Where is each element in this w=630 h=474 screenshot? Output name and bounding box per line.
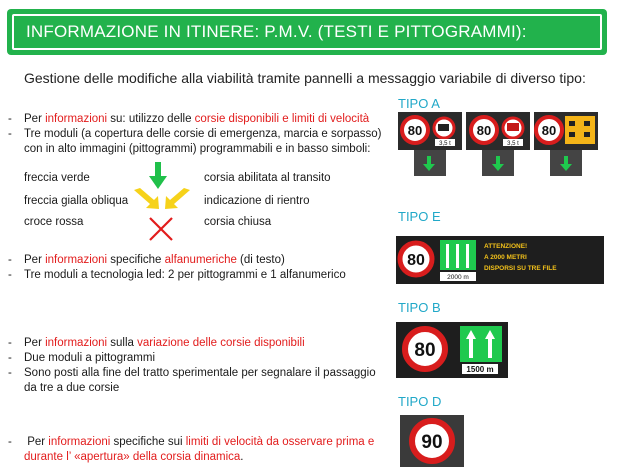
green-arrow-down-icon xyxy=(148,162,168,190)
tipo-a-module-2 xyxy=(466,112,530,176)
section-e-text xyxy=(8,253,346,283)
section-e-line-1: - Per informazioni specifiche alfanumeriche (di testo) xyxy=(8,254,285,266)
vms-text-line-2: A 2000 METRI xyxy=(484,254,527,261)
speed-limit-value: 80 xyxy=(407,252,425,269)
section-a-line-3: con in alto immagini (pittogrammi) programmabili e in basso simboli: xyxy=(24,143,371,155)
yellow-oblique-arrows-icon xyxy=(132,188,192,212)
section-b-line-3: - Sono posti alla fine del tratto sperimentale per segnalare il passaggio xyxy=(8,367,376,379)
red-cross-icon xyxy=(148,216,174,242)
speed-limit-value: 80 xyxy=(476,123,492,138)
title-bar xyxy=(7,9,607,55)
subtitle: Gestione delle modifiche alla viabilità tramite pannelli a messaggio variabile di diverso tipo: xyxy=(24,70,586,86)
section-b-text xyxy=(8,336,376,396)
vms-text-line-1: ATTENZIONE! xyxy=(484,243,528,250)
tipo-b-sign xyxy=(396,322,508,378)
section-d-line-2: durante l’ «apertura» della corsia dinamica. xyxy=(24,451,244,463)
legend-green-arrow-label: freccia verde xyxy=(24,172,90,184)
section-b-line-1: - Per informazioni sulla variazione delle corsie disponibili xyxy=(8,337,305,349)
tipo-a-module-3 xyxy=(534,112,598,176)
legend-green-arrow-meaning: corsia abilitata al transito xyxy=(204,172,331,184)
speed-limit-value: 80 xyxy=(541,123,557,138)
speed-limit-value: 80 xyxy=(407,123,423,138)
tipo-e-sign xyxy=(396,236,604,284)
distance-value: 2000 m xyxy=(447,274,469,281)
section-a-line-2: - Tre moduli (a copertura delle corsie di emergenza, marcia e sorpasso) xyxy=(8,128,382,140)
title-frame xyxy=(12,14,602,50)
tipo-e-label: TIPO E xyxy=(398,209,441,224)
weight-limit-value: 3,5 t xyxy=(439,141,451,147)
tipo-d-sign xyxy=(400,415,464,467)
legend-yellow-arrow-meaning: indicazione di rientro xyxy=(204,195,310,207)
section-b-line-4: da tre a due corsie xyxy=(24,382,120,394)
tipo-a-module-1 xyxy=(398,112,462,176)
legend-red-cross-meaning: corsia chiusa xyxy=(204,216,272,228)
roadworks-queue-icon xyxy=(565,116,595,144)
vms-text-line-3: DISPORSI SU TRE FILE xyxy=(484,265,557,272)
section-d-line-1: - Per informazioni specifiche sui limiti di velocità da osservare prima e xyxy=(8,436,375,448)
tipo-d-label: TIPO D xyxy=(398,394,442,409)
section-a-line-1: - Per informazioni su: utilizzo delle corsie disponibili e limiti di velocità xyxy=(8,113,370,125)
legend-yellow-arrow-label: freccia gialla obliqua xyxy=(24,195,129,207)
speed-limit-value: 90 xyxy=(421,432,443,453)
tipo-a-label: TIPO A xyxy=(398,96,440,111)
section-d-text xyxy=(8,435,374,465)
distance-value: 1500 m xyxy=(466,365,494,374)
section-e-line-2: - Tre moduli a tecnologia led: 2 per pittogrammi e 1 alfanumerico xyxy=(8,269,346,281)
speed-limit-value: 80 xyxy=(414,340,436,361)
weight-limit-value: 3,5 t xyxy=(507,141,519,147)
legend-red-cross-label: croce rossa xyxy=(24,216,84,228)
tipo-b-label: TIPO B xyxy=(398,300,441,315)
section-b-line-2: - Due moduli a pittogrammi xyxy=(8,352,156,364)
page-title: INFORMAZIONE IN ITINERE: P.M.V. (TESTI E PITTOGRAMMI): xyxy=(26,22,527,41)
lane-merge-icon xyxy=(460,326,502,362)
section-a-text xyxy=(8,112,382,157)
